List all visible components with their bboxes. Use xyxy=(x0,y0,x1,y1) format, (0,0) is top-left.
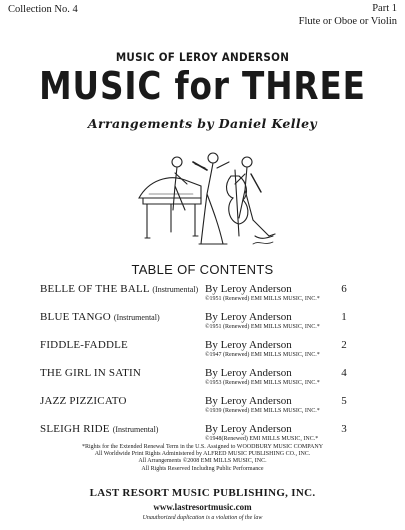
note-line: All Arrangements ©2008 EMI MILLS MUSIC, INC. xyxy=(138,458,267,465)
note-line: *Rights for the Extended Renewal Term in the U.S. Assigned to WOODBURY MUSIC COMPANY xyxy=(81,444,324,450)
series-title: MUSIC OF LEROY ANDERSON xyxy=(115,50,290,64)
page-number: 5 xyxy=(341,395,347,407)
part-label: Part 1 xyxy=(372,3,397,14)
toc-item-the-girl-in-satin xyxy=(0,365,405,393)
publisher-name: LAST RESORT MUSIC PUBLISHING, INC. xyxy=(89,487,316,499)
toc-item-belle-of-the-ball xyxy=(0,281,405,309)
composer: By Leroy Anderson xyxy=(205,311,292,323)
toc-list xyxy=(0,281,405,449)
copyright-line: ©1953 (Renewed) EMI MILLS MUSIC, INC.* xyxy=(205,380,320,386)
composer: By Leroy Anderson xyxy=(205,395,292,407)
toc-item-blue-tango xyxy=(0,309,405,337)
composer: By Leroy Anderson xyxy=(205,339,292,351)
song-title-line xyxy=(40,423,158,435)
arranger-credit: Arrangements by Daniel Kelley xyxy=(87,116,318,131)
publisher-website: www.lastresortmusic.com xyxy=(153,502,252,512)
page-number: 2 xyxy=(341,339,347,351)
copyright-notes xyxy=(0,444,405,473)
song-title: THE GIRL IN SATIN xyxy=(40,367,142,379)
composer: By Leroy Anderson xyxy=(205,423,292,435)
song-title-line xyxy=(40,367,141,379)
note-line: All Rights Reserved Including Public Performance xyxy=(141,465,264,472)
copyright-line: ©1947 (Renewed) EMI MILLS MUSIC, INC.* xyxy=(205,352,320,358)
collection-number: Collection No. 4 xyxy=(8,4,78,15)
book-title: MUSIC for THREE xyxy=(39,64,366,108)
song-annotation: (Instrumental) xyxy=(152,285,199,294)
copyright-line: ©1951 (Renewed) EMI MILLS MUSIC, INC.* xyxy=(205,296,320,302)
page-number: 1 xyxy=(341,311,347,323)
song-title: BLUE TANGO xyxy=(40,311,111,323)
page-number: 6 xyxy=(341,283,347,295)
song-title: JAZZ PIZZICATO xyxy=(40,395,127,407)
instrument-list: Flute or Oboe or Violin xyxy=(298,16,397,27)
copyright-line: ©1948(Renewed) EMI MILLS MUSIC, INC.* xyxy=(205,436,319,442)
page-number: 4 xyxy=(341,367,347,379)
note-line: All Worldwide Print Rights Administered by ALFRED MUSIC PUBLISHING CO., INC. xyxy=(94,451,311,458)
song-title: FIDDLE-FADDLE xyxy=(40,339,128,351)
song-annotation: (Instrumental) xyxy=(113,313,160,322)
song-title: SLEIGH RIDE xyxy=(40,423,110,435)
song-title: BELLE OF THE BALL xyxy=(40,283,150,295)
page-number: 3 xyxy=(341,423,347,435)
toc-item-fiddle-faddle xyxy=(0,337,405,365)
copyright-line: ©1951 (Renewed) EMI MILLS MUSIC, INC.* xyxy=(205,324,320,330)
copyright-line: ©1939 (Renewed) EMI MILLS MUSIC, INC.* xyxy=(205,408,320,414)
trio-illustration xyxy=(135,140,277,254)
song-title-line xyxy=(40,311,160,323)
composer: By Leroy Anderson xyxy=(205,283,292,295)
song-annotation: (Instrumental) xyxy=(112,425,159,434)
toc-item-jazz-pizzicato xyxy=(0,393,405,421)
composer: By Leroy Anderson xyxy=(205,367,292,379)
song-title-line xyxy=(40,339,128,351)
song-title-line xyxy=(40,395,127,407)
song-title-line xyxy=(40,283,198,295)
toc-heading: TABLE OF CONTENTS xyxy=(131,262,274,277)
duplication-disclaimer: Unauthorized duplication is a violation of the law xyxy=(142,515,263,521)
